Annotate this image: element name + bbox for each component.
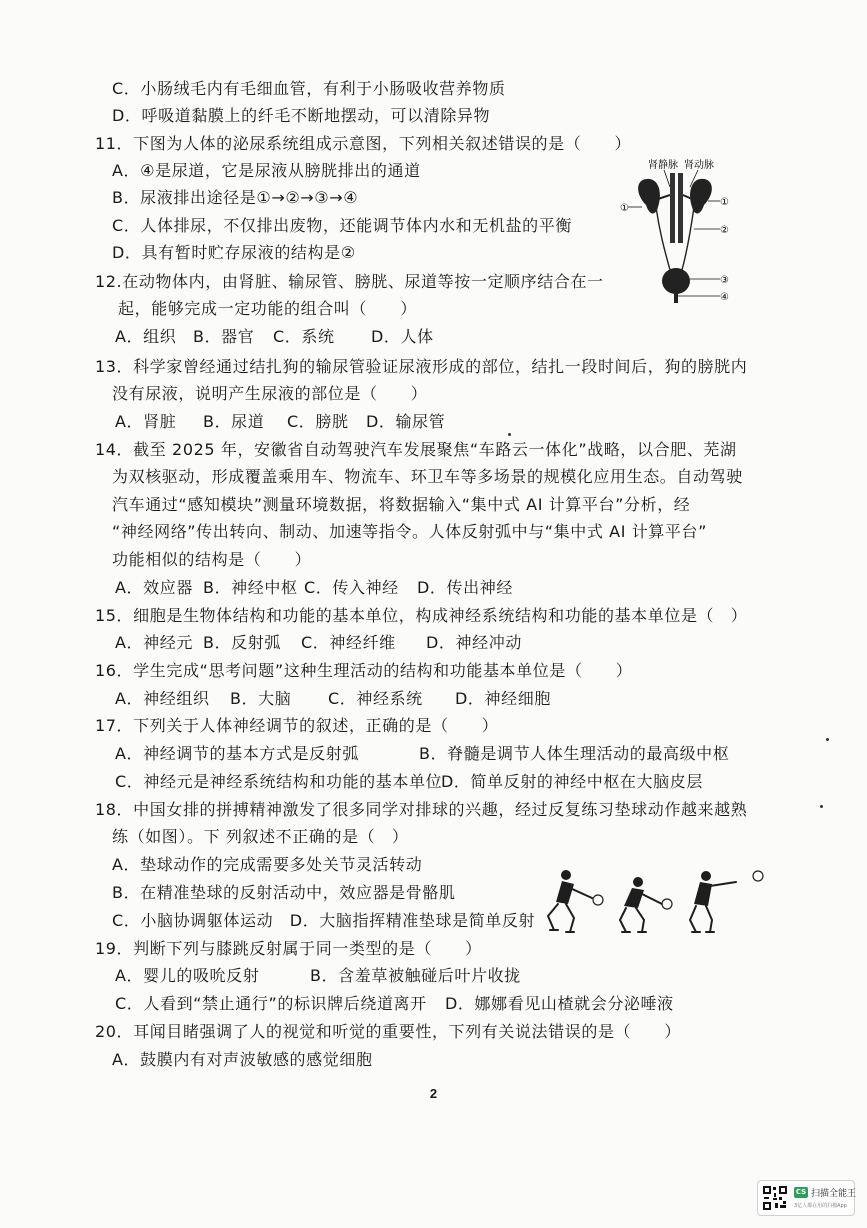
scanner-watermark-badge [757,1180,855,1216]
question-12-option-b: B．器官 [193,327,255,346]
question-12-line-2: 起，能够完成一定功能的组合叫（ ） [118,299,417,318]
question-13-option-a: A．肾脏 [115,412,177,431]
question-15: 15．细胞是生物体结构和功能的基本单位，构成神经系统结构和功能的基本单位是（ ） [95,606,748,625]
question-12-option-c: C．系统 [273,327,335,346]
scanner-logo-icon: CS [795,1188,807,1196]
page-number: 2 [429,1086,438,1101]
question-18-line-2: 练（如图）。下 列叙述不正确的是（ ） [112,827,409,846]
question-15-option-c: C．神经纤维 [301,633,396,652]
question-14-line-4: “神经网络”传出转向、制动、加速等指令。人体反射弧中与“集中式 AI 计算平台” [112,522,707,541]
question-14-options [115,578,513,598]
question-19: 19．判断下列与膝跳反射属于同一类型的是（ ） [95,939,482,958]
question-16-option-a: A．神经组织 [115,689,210,708]
question-15-options [115,633,522,653]
question-11-option-b: B．尿液排出途径是①→②→③→④ [112,188,359,207]
question-19-option-d: D．娜娜看见山楂就会分泌唾液 [445,994,674,1013]
question-19-option-c: C．人看到“禁止通行”的标识牌后绕道离开 [115,994,427,1013]
scan-speck [826,738,829,741]
question-13-option-b: B．尿道 [203,412,265,431]
question-14-line-2: 为双核驱动，形成覆盖乘用车、物流车、环卫车等多场景的规模化应用生态。自动驾驶 [112,467,743,486]
question-17-option-b: B．脊髓是调节人体生理活动的最高级中枢 [419,744,730,763]
question-12: 12.在动物体内，由肾脏、输尿管、膀胱、尿道等按一定顺序结合在一 [95,272,604,291]
question-14-option-b: B．神经中枢 [203,578,298,597]
question-13-option-d: D．输尿管 [366,412,446,431]
scanner-app-subtitle: 3亿人都在用的扫描App [794,1203,847,1209]
question-17-option-d: D．简单反射的神经中枢在大脑皮层 [441,772,703,791]
question-17-option-a: A．神经调节的基本方式是反射弧 [115,744,359,763]
question-11: 11．下图为人体的泌尿系统组成示意图，下列相关叙述错误的是（ ） [95,134,632,153]
figure-mark-1-right: ① [720,197,729,208]
scan-speck [820,805,823,808]
question-18-option-b: B．在精准垫球的反射活动中，效应器是骨骼肌 [112,883,456,902]
renal-vein-label: 肾静脉 [648,160,678,171]
question-13-line-2: 没有尿液，说明产生尿液的部位是（ ） [112,384,428,403]
question-11-option-a: A．④是尿道，它是尿液从膀胱排出的通道 [112,161,421,180]
question-12-option-a: A．组织 [115,327,177,346]
question-13: 13．科学家曾经通过结扎狗的输尿管验证尿液形成的部位，结扎一段时间后，狗的膀胱内 [95,357,748,376]
question-16-option-c: C．神经系统 [328,689,423,708]
question-15-option-a: A．神经元 [115,633,193,652]
option-d-prev-question: D．呼吸道黏膜上的纤毛不断地摆动，可以清除异物 [112,106,491,125]
question-14-line-5: 功能相似的结构是（ ） [112,550,312,569]
figure-mark-3: ③ [720,275,729,286]
option-c-prev-question: C．小肠绒毛内有毛细血管，有利于小肠吸收营养物质 [112,79,506,98]
question-15-option-d: D．神经冲动 [426,633,522,652]
question-17-option-c: C．神经元是神经系统结构和功能的基本单位 [115,772,443,791]
scanner-app-name: 扫描全能王 [811,1189,857,1199]
question-14-option-a: A．效应器 [115,578,193,597]
question-13-options [115,412,445,432]
question-14-line-3: 汽车通过“感知模块”测量环境数据，将数据输入“集中式 AI 计算平台”分析，经 [112,495,691,514]
question-20: 20．耳闻目睹强调了人的视觉和听觉的重要性，下列有关说法错误的是（ ） [95,1022,681,1041]
question-19-option-a: A．婴儿的吸吮反射 [115,966,260,985]
volleyball-drawing [540,866,770,938]
question-16: 16．学生完成“思考问题”这种生理活动的结构和功能基本单位是（ ） [95,661,633,680]
question-19-option-b: B．含羞草被触碰后叶片收拢 [310,966,521,985]
figure-mark-4: ④ [720,292,729,303]
question-14-option-c: C．传入神经 [304,578,399,597]
question-13-option-c: C．膀胱 [287,412,349,431]
urinary-system-figure [620,155,730,305]
scan-speck [508,433,511,436]
question-20-option-a: A．鼓膜内有对声波敏感的感觉细胞 [112,1050,373,1069]
volleyball-figure [540,866,770,938]
question-16-options [115,689,551,709]
question-16-option-b: B．大脑 [230,689,292,708]
question-12-options [115,327,434,347]
figure-mark-1-left: ① [620,203,629,214]
question-18-option-a: A．垫球动作的完成需要多处关节灵活转动 [112,855,423,874]
renal-artery-label: 肾动脉 [684,160,714,171]
question-18: 18．中国女排的拼搏精神激发了很多同学对排球的兴趣，经过反复练习垫球动作越来越熟 [95,800,748,819]
question-11-option-c: C．人体排尿，不仅排出废物，还能调节体内水和无机盐的平衡 [112,216,572,235]
qr-code-icon [762,1185,788,1211]
question-14-option-d: D．传出神经 [417,578,513,597]
figure-mark-2: ② [720,225,729,236]
question-18-options-c-d: C．小脑协调躯体运动 D．大脑指挥精准垫球是简单反射 [112,911,536,930]
question-15-option-b: B．反射弧 [203,633,281,652]
question-14: 14．截至 2025 年，安徽省自动驾驶汽车发展聚焦“车路云一体化”战略，以合肥、芜湖 [95,440,737,459]
question-16-option-d: D．神经细胞 [455,689,551,708]
urinary-system-diagram [620,155,730,305]
question-17: 17．下列关于人体神经调节的叙述，正确的是（ ） [95,716,499,735]
question-12-option-d: D．人体 [371,327,434,346]
question-11-option-d: D．具有暂时贮存尿液的结构是② [112,243,356,262]
